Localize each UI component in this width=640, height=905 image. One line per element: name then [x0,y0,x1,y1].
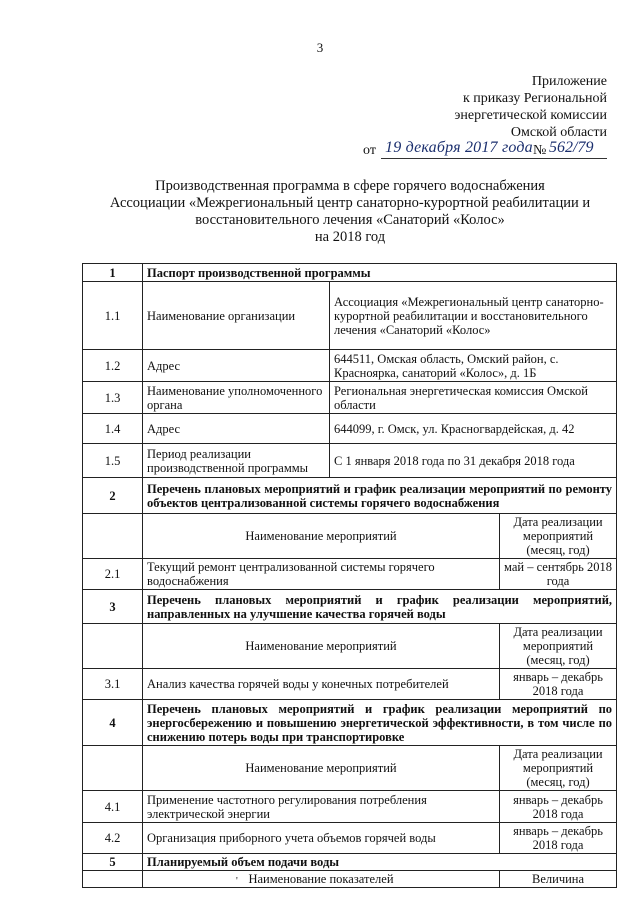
table-row [83,791,617,823]
empty-cell [83,746,143,791]
activity-name: Применение частотного регулирования потребления электрической энергии [143,791,500,823]
section-row [83,854,617,871]
header-date: Дата реализации мероприятий (месяц, год) [500,514,617,559]
handwritten-date: 19 декабря 2017 года [385,139,533,156]
row-number: 2.1 [83,559,143,590]
section-number: 5 [83,854,143,871]
document-title [60,178,640,246]
appendix-line-4: Омской области [510,125,607,140]
table-row [83,414,617,444]
row-number: 1.3 [83,382,143,414]
row-label: Период реализации производственной программы [143,444,330,478]
activity-date: май – сентябрь 2018 года [500,559,617,590]
header-activity-name: Наименование мероприятий [143,624,500,669]
section-number: 3 [83,590,143,624]
column-header-row [83,514,617,559]
column-header-row [83,871,617,888]
title-line-3: восстановительного лечения «Санаторий «Колос» [195,212,505,228]
row-number: 1.5 [83,444,143,478]
page-number: 3 [316,40,324,55]
section-row [83,590,617,624]
table-row [83,444,617,478]
title-line-2: Ассоциации «Межрегиональный центр санаторно-курортной реабилитации и [109,195,591,211]
row-number: 3.1 [83,669,143,700]
section-row [83,264,617,282]
row-value: Ассоциация «Межрегиональный центр санаторно-курортной реабилитации и восстановительного лечения «Санаторий «Колос» [330,282,617,350]
row-value: С 1 января 2018 года по 31 декабря 2018 года [330,444,617,478]
header-indicator-name: Наименование показателей [143,871,500,888]
section-title: Планируемый объем подачи воды [143,854,617,871]
row-value: 644099, г. Омск, ул. Красногвардейская, д. 42 [330,414,617,444]
header-activity-name: Наименование мероприятий [143,514,500,559]
activity-date: январь – декабрь 2018 года [500,791,617,823]
header-date: Дата реализации мероприятий (месяц, год) [500,624,617,669]
column-header-row [83,746,617,791]
table-row [83,559,617,590]
table-row [83,350,617,382]
table-row [83,669,617,700]
row-value: Региональная энергетическая комиссия Омской области [330,382,617,414]
production-program-table [82,263,617,888]
row-label: Адрес [143,414,330,444]
activity-date: январь – декабрь 2018 года [500,823,617,854]
row-number: 1.2 [83,350,143,382]
section-row [83,478,617,514]
row-label: Адрес [143,350,330,382]
row-number: 1.4 [83,414,143,444]
row-label: Наименование уполномоченного органа [143,382,330,414]
row-label: Наименование организации [143,282,330,350]
section-title: Перечень плановых мероприятий и график реализации мероприятий по ремонту объектов централизованной системы горячего водоснабжения [143,478,617,514]
activity-date: январь – декабрь 2018 года [500,669,617,700]
section-row [83,700,617,746]
activity-name: Текущий ремонт централизованной системы горячего водоснабжения [143,559,500,590]
section-title: Перечень плановых мероприятий и график реализации мероприятий, направленных на улучшение качества горячей воды [143,590,617,624]
handwritten-number: 562/79 [549,139,594,156]
order-date-number [363,141,607,161]
empty-cell [83,514,143,559]
header-value: Величина [500,871,617,888]
title-line-1: Производственная программа в сфере горячего водоснабжения [155,178,545,194]
section-title: Перечень плановых мероприятий и график реализации мероприятий по энергосбережению и повышению энергетической эффективности, в том числе по снижению потерь воды при транспортировке [143,700,617,746]
table-row [83,282,617,350]
header-date: Дата реализации мероприятий (месяц, год) [500,746,617,791]
signature-underline [381,158,607,159]
activity-name: Анализ качества горячей воды у конечных потребителей [143,669,500,700]
date-prefix: от [363,143,376,158]
empty-cell [83,871,143,888]
row-number: 1.1 [83,282,143,350]
section-title: Паспорт производственной программы [143,264,617,282]
title-line-4: на 2018 год [314,229,386,245]
row-number: 4.2 [83,823,143,854]
section-number: 1 [83,264,143,282]
header-activity-name: Наименование мероприятий [143,746,500,791]
footer-mark: ' [236,876,238,887]
row-value: 644511, Омская область, Омский район, с. Красноярка, санаторий «Колос», д. 1Б [330,350,617,382]
section-number: 4 [83,700,143,746]
table-row [83,823,617,854]
appendix-line-2: к приказу Региональной [462,91,607,106]
appendix-line-1: Приложение [531,74,607,89]
activity-name: Организация приборного учета объемов горячей воды [143,823,500,854]
section-number: 2 [83,478,143,514]
row-number: 4.1 [83,791,143,823]
appendix-line-3: энергетической комиссии [454,108,607,123]
table-row [83,382,617,414]
empty-cell [83,624,143,669]
number-sign: № [533,143,547,158]
column-header-row [83,624,617,669]
